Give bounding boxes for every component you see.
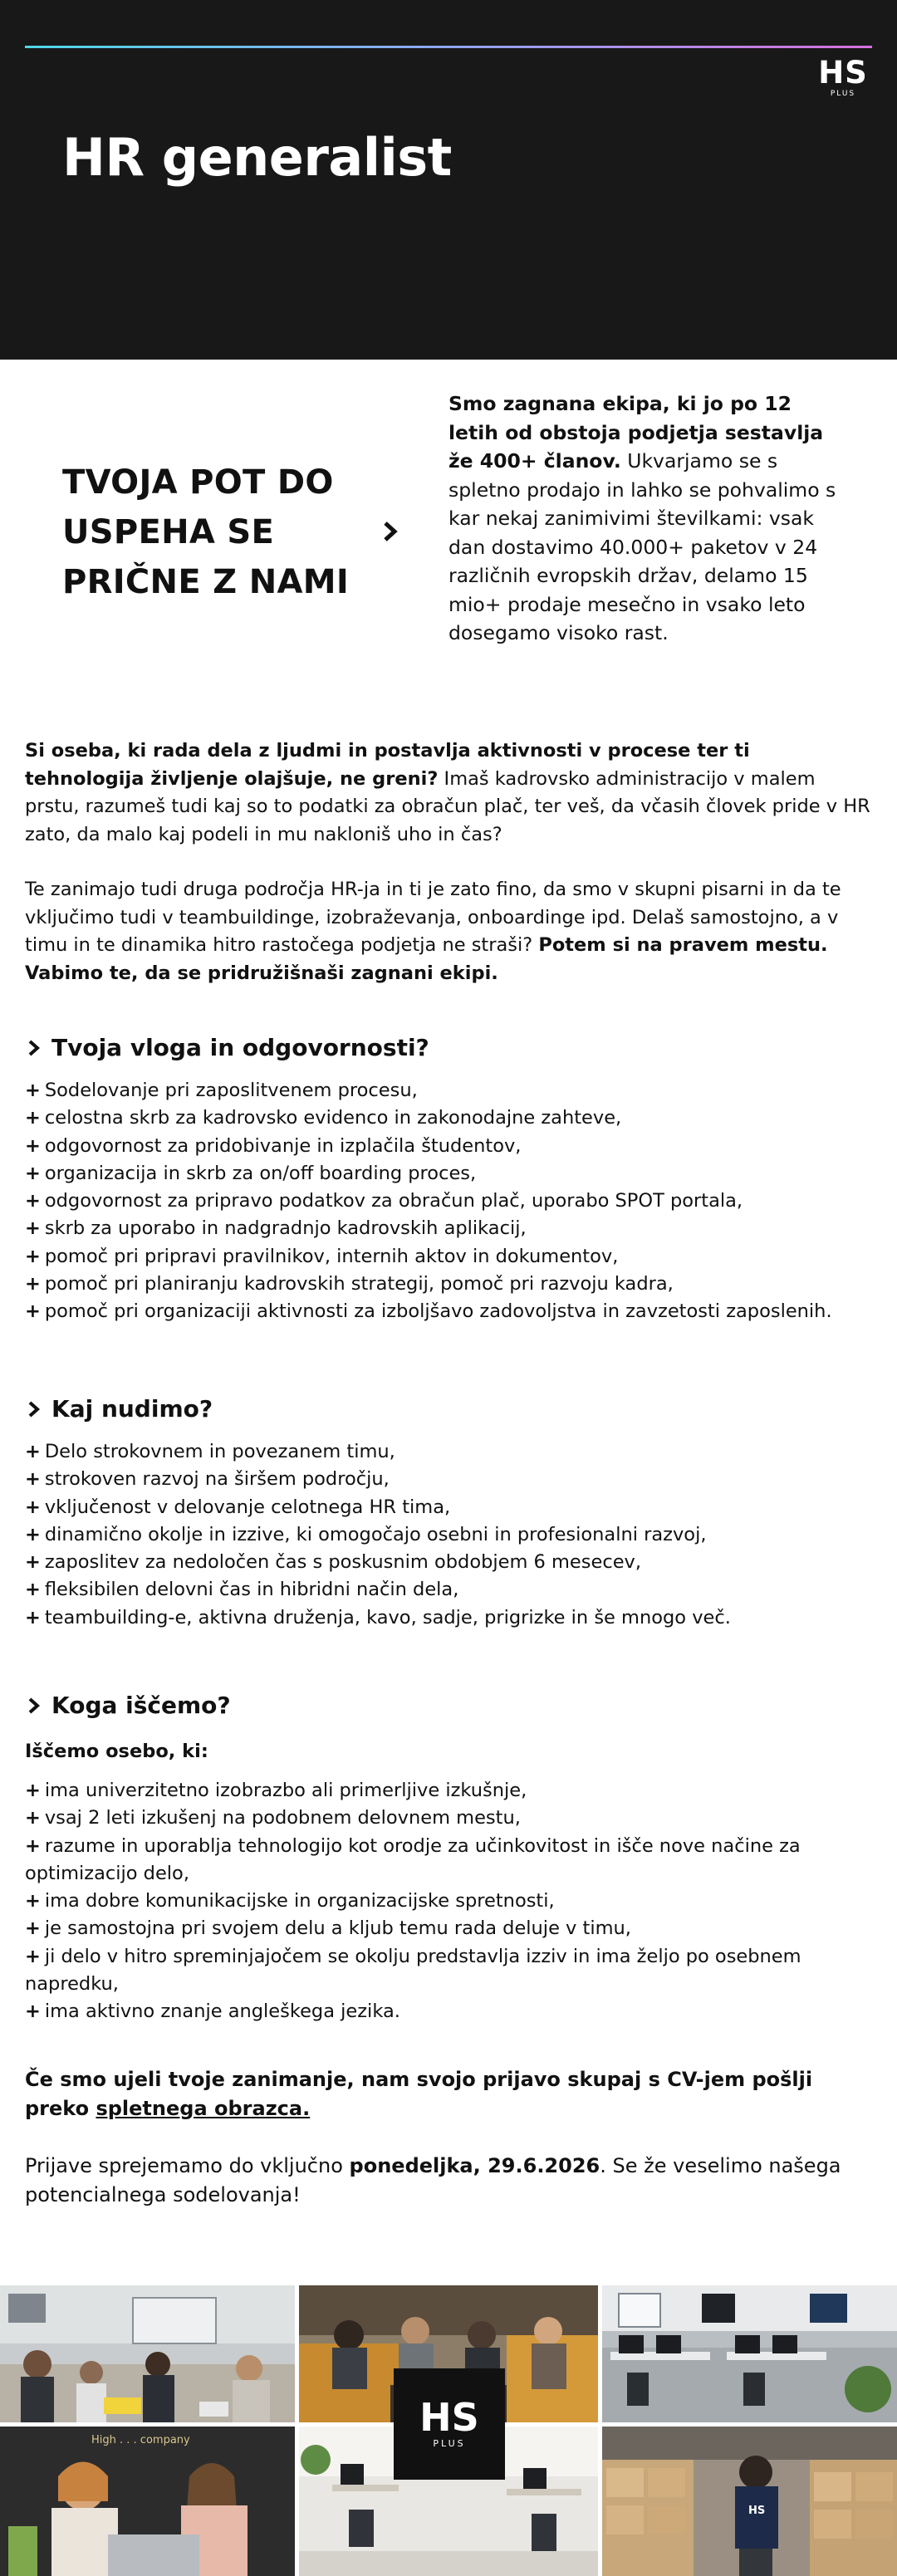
list-item: + dinamično okolje in izzive, ki omogočajo osebni in profesionalni razvoj, [25, 1521, 872, 1549]
colleagues-laptop-photo [0, 2427, 295, 2576]
apply-paragraph [25, 2065, 872, 2123]
intro-bold-text: Smo zagnana ekipa, ki jo po 12 letih od obstoja podjetja sestavlja že 400+ članov. [448, 392, 824, 473]
list-item: + odgovornost za pripravo podatkov za obračun plač, uporabo SPOT portala, [25, 1188, 872, 1215]
chevron-right-icon [25, 1400, 43, 1418]
intro-regular-text: Ukvarjamo se s spletno prodajo in lahko se pohvalimo s kar nekaj zanimivimi številkami: vsak dan dostavimo 40.000+ paketov v 24 različnih evropskih držav, delamo 15 mio+ prodaje mesečno in vsako leto dosegamo visoko rast. [448, 449, 836, 644]
chevron-right-icon [25, 1039, 43, 1057]
body-paragraph-1 [25, 737, 872, 849]
logo-hs-text: HS [818, 55, 868, 91]
office-meeting-photo [0, 2285, 295, 2422]
section-heading-offer [25, 1394, 213, 1424]
gallery-logo-hs-text: HS [419, 2395, 479, 2440]
list-item: + odgovornost za pridobivanje in izplačila študentov, [25, 1133, 872, 1160]
deadline-post-text: . Se že veselimo našega potencialnega sodelovanja! [25, 2154, 841, 2206]
list-item: + zaposlitev za nedoločen čas s poskusnim obdobjem 6 mesecev, [25, 1549, 872, 1576]
list-item: + ima univerzitetno izobrazbo ali primerljive izkušnje, [25, 1777, 872, 1805]
intro-headline: TVOJA POT DO USPEHA SE PRIČNE Z NAMI [62, 463, 350, 601]
gallery-logo-plus-text: PLUS [433, 2438, 466, 2449]
list-item: + pomoč pri organizaciji aktivnosti za izboljšavo zadovoljstva in zavzetosti zaposlenih. [25, 1298, 872, 1325]
section-heading-seek-label: Koga iščemo? [51, 1692, 231, 1719]
section-heading-role [25, 1033, 429, 1063]
body-p1-bold: Si oseba, ki rada dela z ljudmi in postavlja aktivnosti v procese ter ti tehnologija življenje olajšuje, ne greni? [25, 740, 750, 790]
list-item: + Sodelovanje pri zaposlitvenem procesu, [25, 1077, 872, 1104]
body-p2-bold: Potem si na pravem mestu. Vabimo te, da se pridružišnaši zagnani ekipi. [25, 934, 828, 984]
list-item: + je samostojna pri svojem delu a kljub temu rada deluje v timu, [25, 1915, 872, 1942]
shirt-logo-text: HS [748, 2505, 766, 2517]
gallery-hs-plus-logo [394, 2368, 505, 2480]
application-form-link[interactable]: spletnega obrazca. [96, 2097, 311, 2120]
section-heading-offer-label: Kaj nudimo? [51, 1395, 213, 1423]
list-item: + strokoven razvoj na širšem področju, [25, 1466, 872, 1493]
seek-list [25, 1777, 872, 2026]
list-item: + razume in uporablja tehnologijo kot orodje za učinkovitost in išče nove načine za optimizacijo delo, [25, 1833, 872, 1888]
seek-subheading: Iščemo osebo, ki: [25, 1741, 208, 1762]
warehouse-photo [602, 2427, 897, 2576]
hero-banner [0, 0, 897, 360]
list-item: + ima dobre komunikacijske in organizacijske spretnosti, [25, 1888, 872, 1915]
list-item: + pomoč pri pripravi pravilnikov, internih aktov in dokumentov, [25, 1243, 872, 1271]
list-item: + fleksibilen delovni čas in hibridni način dela, [25, 1576, 872, 1604]
list-item: + pomoč pri planiranju kadrovskih strategij, pomoč pri razvoju kadra, [25, 1271, 872, 1298]
chevron-right-icon [25, 1697, 43, 1715]
section-heading-seek [25, 1691, 231, 1721]
body-p2-regular: Te zanimajo tudi druga področja HR-ja in ti je zato fino, da smo v skupni pisarni in da te vključimo tudi v teambuildinge, izobraževanja, onboardinge ipd. Delaš samostojno, a v timu in te dinamika hitro rastočega podjetja ne straši? [25, 879, 841, 956]
offer-list [25, 1438, 872, 1632]
intro-company-text [448, 389, 839, 648]
body-p1-regular: Imaš kadrovsko administracijo v malem prstu, razumeš tudi kaj so to podatki za obračun plač, ter veš, da včasih človek pride v HR zato, da malo kaj podeli in mu nakloniš uho in čas? [25, 767, 870, 845]
list-item: + Delo strokovnem in povezanem timu, [25, 1438, 872, 1466]
wall-company-text: High . . . company [91, 2434, 190, 2446]
role-list [25, 1077, 872, 1326]
deadline-date: ponedeljka, 29.6.2026 [349, 2154, 600, 2177]
list-item: + celostna skrb za kadrovsko evidenco in zakonodajne zahteve, [25, 1104, 872, 1132]
list-item: + vključenost v delovanje celotnega HR tima, [25, 1494, 872, 1521]
chevron-right-icon [378, 519, 403, 544]
job-title: HR generalist [62, 127, 452, 188]
deadline-paragraph [25, 2152, 872, 2210]
logo-plus-text: PLUS [830, 90, 856, 98]
list-item: + vsaj 2 leti izkušenj na podobnem delovnem mestu, [25, 1805, 872, 1832]
list-item: + organizacija in skrb za on/off boarding proces, [25, 1160, 872, 1188]
list-item: + teambuilding-e, aktivna druženja, kavo, sadje, prigrizke in še mnogo več. [25, 1604, 872, 1632]
deadline-pre-text: Prijave sprejemamo do vključno [25, 2154, 350, 2177]
list-item: + ima aktivno znanje angleškega jezika. [25, 1998, 872, 2025]
accent-gradient-line [25, 46, 872, 48]
apply-bold-text: Če smo ujeli tvoje zanimanje, nam svojo prijavo skupaj s CV-jem pošlji preko [25, 2068, 813, 2120]
list-item: + ji delo v hitro spreminjajočem se okolju predstavlja izziv in ima željo po osebnem napredku, [25, 1943, 872, 1999]
section-heading-role-label: Tvoja vloga in odgovornosti? [51, 1034, 429, 1061]
body-paragraph-2 [25, 876, 872, 987]
hs-plus-logo[interactable] [814, 56, 872, 98]
open-office-photo [602, 2285, 897, 2422]
list-item: + skrb za uporabo in nadgradnjo kadrovskih aplikacij, [25, 1215, 872, 1242]
